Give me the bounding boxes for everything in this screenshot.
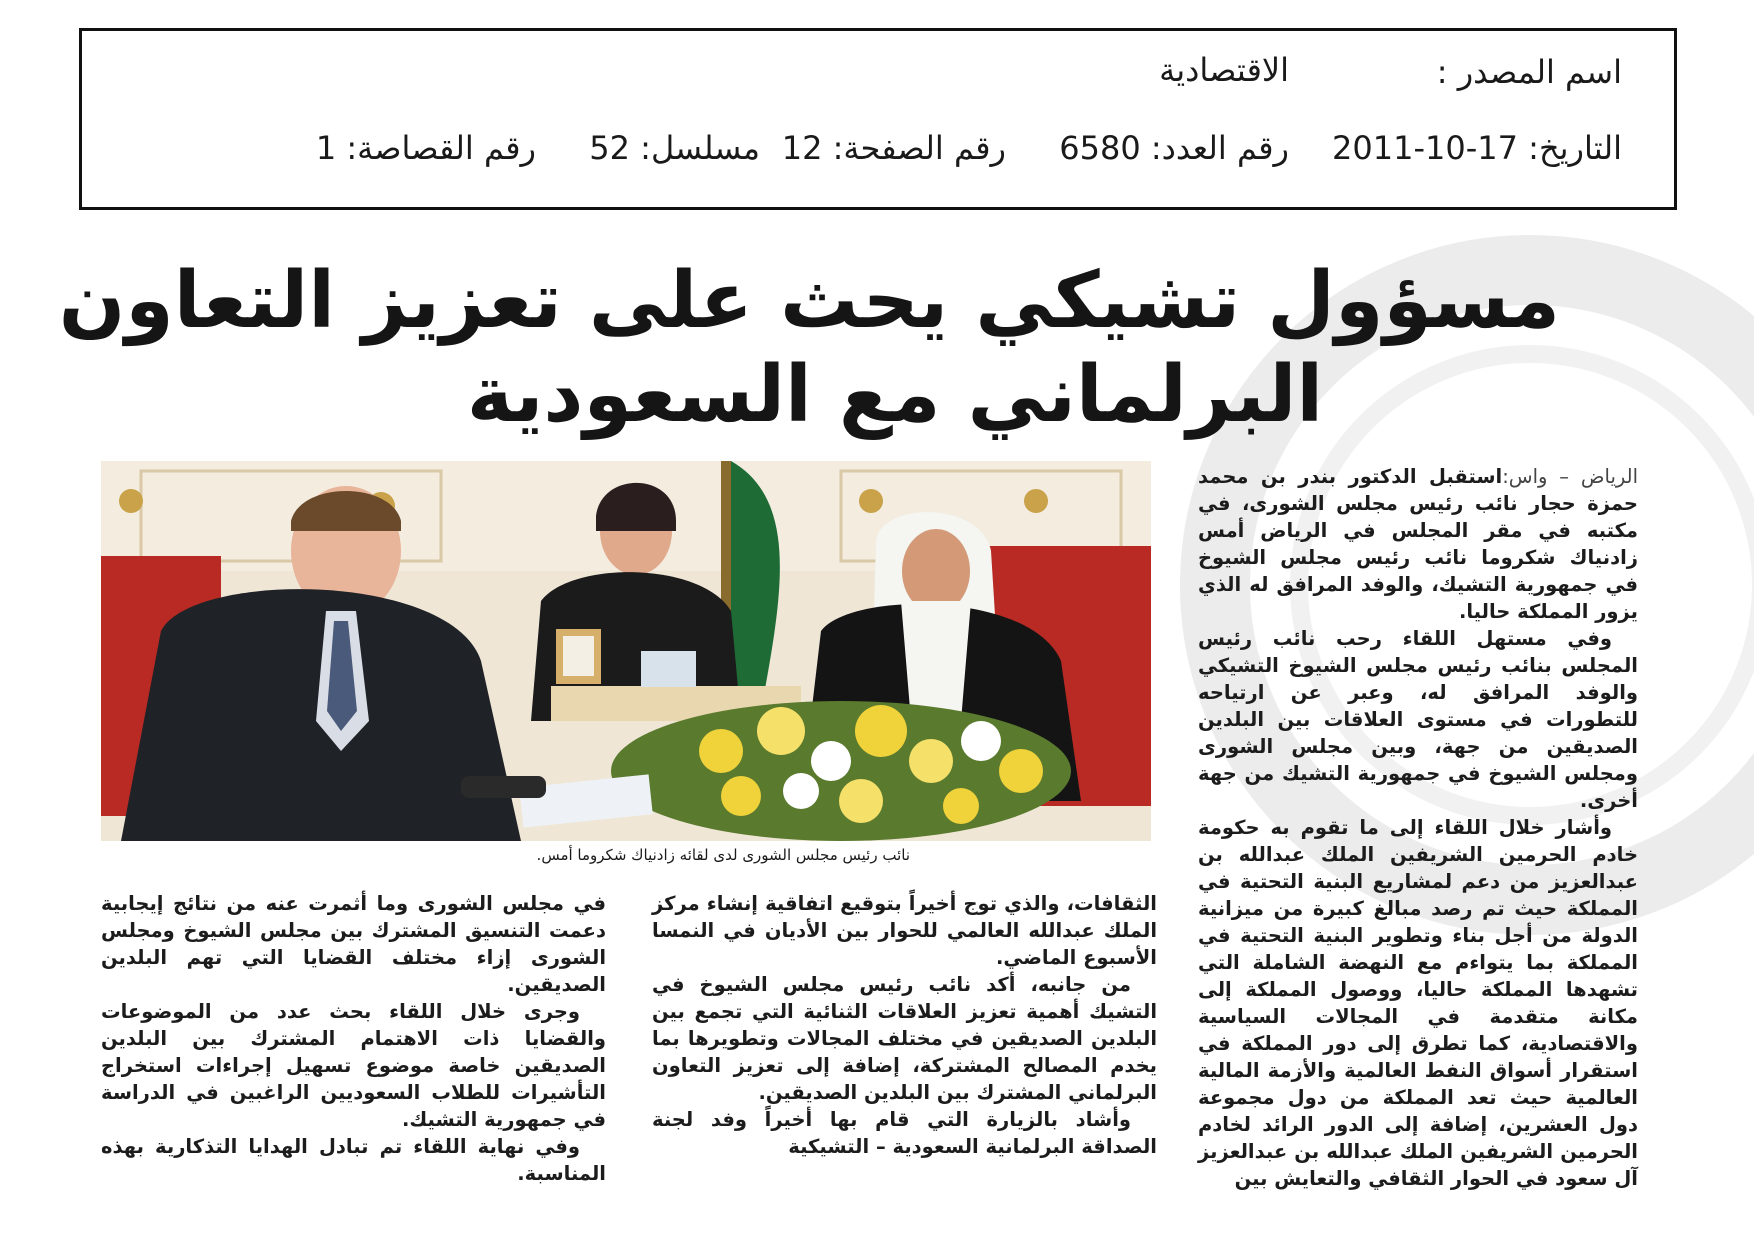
article-paragraph: في مجلس الشورى وما أثمرت عنه من نتائج إيجابية دعمت التنسيق المشترك بين مجلس الشيوخ ومجلس الشورى إزاء مختلف القضايا التي تهم البلدين الصديقين. — [101, 892, 606, 996]
headline-line-2: البرلماني مع السعودية — [466, 350, 1324, 440]
article-paragraph: وفي مستهل اللقاء رحب نائب رئيس المجلس بنائب رئيس مجلس الشيوخ التشيكي والوفد المرافق له، وعبر عن ارتياحه للتطورات في مستوى العلاقات بين البلدين الصديقين من جهة، وبين مجلس الشورى ومجلس الشيوخ في جمهورية التشيك من جهة أخرى. — [1198, 627, 1638, 812]
clip-number-field: رقم القصاصة: 1 — [315, 129, 536, 167]
article-paragraph: الرياض – واس:استقبل الدكتور بندر بن محمد حمزة حجار نائب رئيس مجلس الشورى، في مكتبه في مقر المجلس في الرياض أمس زادنياك شكروما نائب رئيس مجلس الشيوخ في جمهورية التشيك، والوفد المرافق له الذي يزور المملكة حاليا. — [1198, 465, 1638, 623]
photo-caption: نائب رئيس مجلس الشورى لدى لقائه زادنياك شكروما أمس. — [536, 846, 910, 864]
article-column-right — [1198, 463, 1638, 1192]
article-paragraph: وأشاد بالزيارة التي قام بها أخيراً وفد لجنة الصداقة البرلمانية السعودية – التشيكية — [652, 1108, 1157, 1158]
source-label: اسم المصدر : — [1436, 53, 1622, 91]
article-paragraph: وفي نهاية اللقاء تم تبادل الهدايا التذكارية بهذه المناسبة. — [101, 1135, 606, 1185]
date-field: التاريخ: 17-10-2011 — [1332, 129, 1622, 167]
serial-field: مسلسل: 52 — [589, 129, 760, 167]
article-dateline: الرياض – واس: — [1502, 465, 1638, 488]
article-paragraph: الثقافات، والذي توج أخيراً بتوقيع اتفاقية إنشاء مركز الملك عبدالله العالمي للحوار بين الأديان في النمسا الأسبوع الماضي. — [652, 892, 1157, 969]
article-paragraph: من جانبه، أكد نائب رئيس مجلس الشيوخ في التشيك أهمية تعزيز العلاقات الثنائية التي تجمع بين البلدين الصديقين في مختلف المجالات وتطويرها بما يخدم المصالح المشتركة، إضافة إلى تعزيز التعاون البرلماني المشترك بين البلدين الصديقين. — [652, 973, 1157, 1104]
photo-illustration — [101, 461, 1151, 841]
article-paragraph: وأشار خلال اللقاء إلى ما تقوم به حكومة خادم الحرمين الشريفين الملك عبدالله بن عبدالعزيز من دعم لمشاريع البنية التحتية في المملكة حيث تم رصد مبالغ كبيرة من ميزانية الدولة من أجل بناء وتطوير البنية التحتية في المملكة بما يتواءم مع النهضة الشاملة التي تشهدها المملكة حاليا، ووصول المملكة إلى مكانة متقدمة في المجالات السياسية والاقتصادية، كما تطرق إلى دور المملكة في استقرار أسواق النفط العالمية والأزمة المالية العالمية حيث تعد المملكة من دول مجموعة دول العشرين، إضافة إلى الدور الرائد لخادم الحرمين الشريفين الملك عبدالله بن عبدالعزيز آل سعود في الحوار الثقافي والتعايش بين — [1198, 816, 1638, 1190]
article-paragraph: وجرى خلال اللقاء بحث عدد من الموضوعات والقضايا ذات الاهتمام المشترك بين البلدين الصديقين خاصة موضوع تسهيل إجراءات استخراج التأشيرات للطلاب السعوديين الراغبين في الدراسة في جمهورية التشيك. — [101, 1000, 606, 1131]
source-info-box — [79, 28, 1677, 210]
issue-number-field: رقم العدد: 6580 — [1059, 129, 1289, 167]
article-photo — [101, 461, 1151, 841]
source-value: الاقتصادية — [1159, 51, 1289, 89]
page-number-field: رقم الصفحة: 12 — [781, 129, 1006, 167]
article-column-left — [101, 890, 606, 1187]
headline-line-1: مسؤول تشيكي يحث على تعزيز التعاون — [58, 256, 1560, 346]
article-column-middle — [652, 890, 1157, 1160]
